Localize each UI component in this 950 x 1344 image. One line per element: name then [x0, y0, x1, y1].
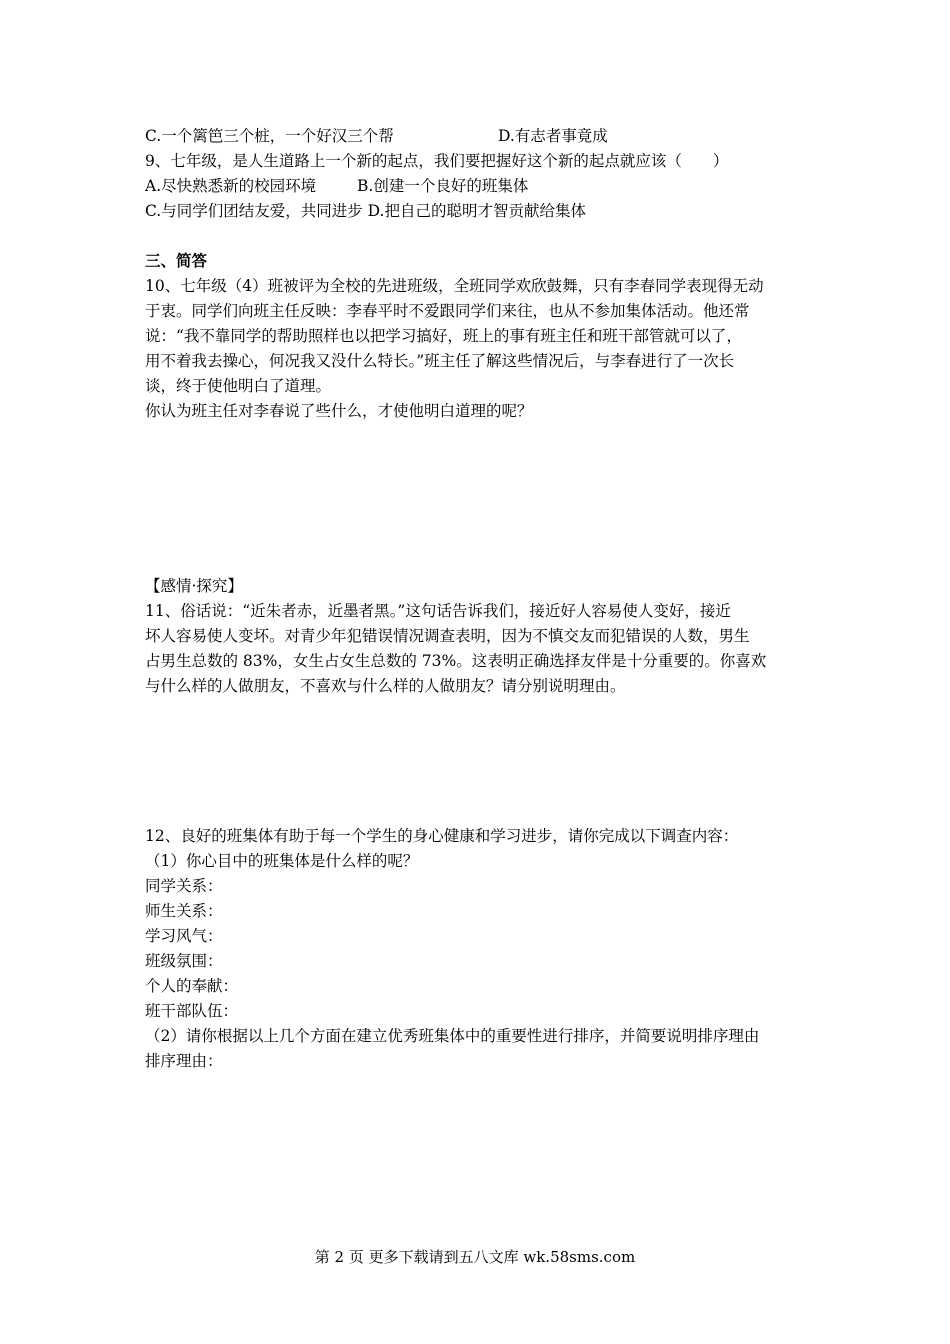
section-heading: 【感情·探究】	[145, 577, 243, 595]
q10-line: 10、七年级（4）班被评为全校的先进班级，全班同学欢欣鼓舞，只有李春同学表现得无动	[145, 277, 764, 295]
q9-stem: 9、七年级，是人生道路上一个新的起点，我们要把握好这个新的起点就应该（ ）	[145, 152, 729, 170]
q11-line: 11、俗话说：“近朱者赤，近墨者黑。”这句话告诉我们，接近好人容易使人变好，接近	[145, 602, 731, 620]
q11-line: 坏人容易使人变坏。对青少年犯错误情况调查表明，因为不慎交友而犯错误的人数，男生	[145, 627, 750, 645]
q12-part2: （2）请你根据以上几个方面在建立优秀班集体中的重要性进行排序，并简要说明排序理由	[145, 1027, 760, 1045]
q10-line: 谈，终于使他明白了道理。	[145, 377, 332, 395]
q12-reason: 排序理由：	[145, 1052, 223, 1070]
section-heading: 三、简答	[145, 251, 208, 270]
q10-line: 于衷。同学们向班主任反映：李春平时不爱跟同学们来往，也从不参加集体活动。他还常	[145, 302, 750, 320]
q11-line: 占男生总数的 83%，女生占女生总数的 73%。这表明正确选择友伴是十分重要的。你喜欢	[145, 652, 767, 670]
q8-option-d: D.有志者事竟成	[498, 127, 608, 145]
survey-item: 个人的奉献：	[145, 977, 239, 995]
page-footer: 第 2 页 更多下载请到五八文库 wk.58sms.com	[314, 1248, 636, 1266]
survey-item: 同学关系：	[145, 877, 223, 895]
q12-stem: 12、良好的班集体有助于每一个学生的身心健康和学习进步，请你完成以下调查内容：	[145, 827, 739, 845]
q12-part1: （1）你心目中的班集体是什么样的呢？	[145, 852, 419, 870]
q9-option-a: A.尽快熟悉新的校园环境	[145, 177, 317, 195]
q11-line: 与什么样的人做朋友，不喜欢与什么样的人做朋友？请分别说明理由。	[145, 677, 626, 695]
q9-option-b: B.创建一个良好的班集体	[357, 177, 529, 195]
survey-item: 学习风气：	[145, 927, 223, 945]
survey-item: 班干部队伍：	[145, 1002, 239, 1020]
q9-options-cd: C.与同学们团结友爱，共同进步 D.把自己的聪明才智贡献给集体	[145, 202, 586, 220]
q10-line: 说：“我不靠同学的帮助照样也以把学习搞好，班上的事有班主任和班干部管就可以了，	[145, 327, 742, 345]
survey-item: 班级氛围：	[145, 952, 223, 970]
q10-prompt: 你认为班主任对李春说了些什么，才使他明白道理的呢？	[145, 402, 533, 420]
survey-item: 师生关系：	[145, 902, 223, 920]
q10-line: 用不着我去操心，何况我又没什么特长。”班主任了解这些情况后，与李春进行了一次长	[145, 352, 735, 370]
q8-option-c: C.一个篱笆三个桩，一个好汉三个帮	[145, 127, 394, 145]
